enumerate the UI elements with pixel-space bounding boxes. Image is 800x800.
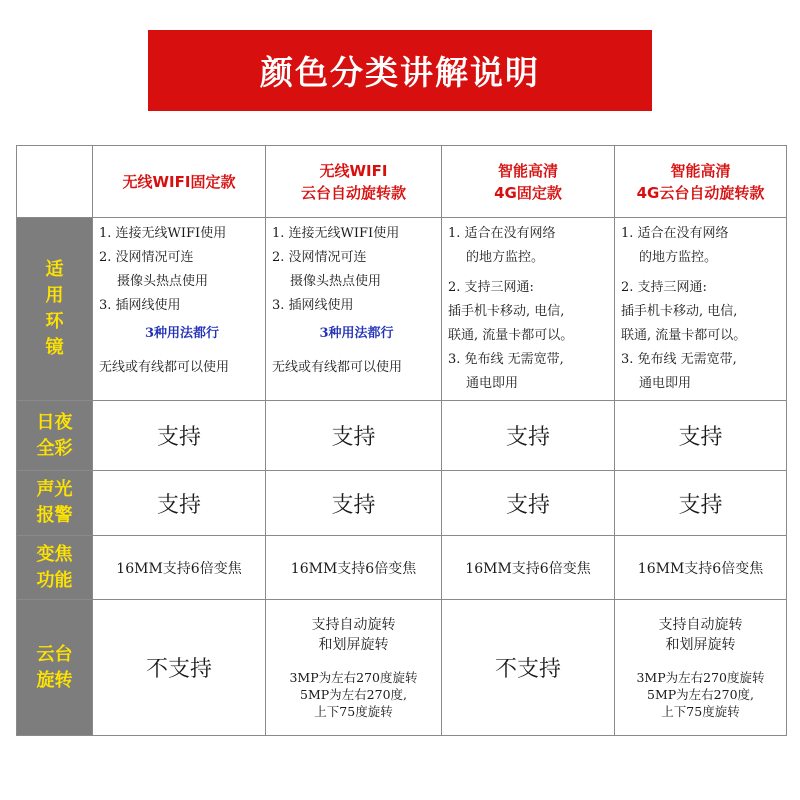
usage-note: 3种用法都行: [144, 326, 220, 341]
row-header-night-color: 日夜 全彩: [17, 401, 93, 471]
zoom-cell: 16MM支持6倍变焦: [442, 536, 615, 600]
zoom-cell: 16MM支持6倍变焦: [615, 536, 787, 600]
row-zoom: [17, 536, 787, 600]
row-environment: [17, 218, 787, 401]
column-header-4g-ptz: 智能高清 4G云台自动旋转款: [615, 146, 787, 218]
night-color-cell: 支持: [93, 401, 266, 471]
column-header-wifi-fixed: 无线WIFI固定款: [93, 146, 266, 218]
row-ptz-rotation: [17, 600, 787, 736]
ptz-cell-4g-ptz: 支持自动旋转 和划屏旋转 3MP为左右270度旋转 5MP为左右270度, 上下75度旋转: [615, 600, 787, 736]
alarm-cell: 支持: [615, 471, 787, 536]
environment-cell-4g-ptz: 1. 适合在没有网络 的地方监控。 2. 支持三网通: 插手机卡移动, 电信, 联通, 流量卡都可以。 3. 免布线 无需宽带, 通电即用: [615, 218, 787, 401]
zoom-cell: 16MM支持6倍变焦: [266, 536, 442, 600]
zoom-cell: 16MM支持6倍变焦: [93, 536, 266, 600]
ptz-cell-wifi-ptz: 支持自动旋转 和划屏旋转 3MP为左右270度旋转 5MP为左右270度, 上下75度旋转: [266, 600, 442, 736]
ptz-cell-wifi-fixed: 不支持: [93, 600, 266, 736]
row-alarm: [17, 471, 787, 536]
title-banner: [148, 30, 652, 111]
environment-cell-wifi-fixed: 1. 连接无线WIFI使用 2. 没网情况可连 摄像头热点使用 3. 插网线使用 3种用法都行 无线或有线都可以使用: [93, 218, 266, 401]
alarm-cell: 支持: [442, 471, 615, 536]
column-header-4g-fixed: 智能高清 4G固定款: [442, 146, 615, 218]
alarm-cell: 支持: [266, 471, 442, 536]
banner-title: 颜色分类讲解说明: [260, 53, 540, 92]
row-header-environment: 适 用 环 镜: [17, 218, 93, 401]
column-header-wifi-ptz: 无线WIFI 云台自动旋转款: [266, 146, 442, 218]
row-header-alarm: 声光 报警: [17, 471, 93, 536]
ptz-cell-4g-fixed: 不支持: [442, 600, 615, 736]
environment-cell-4g-fixed: 1. 适合在没有网络 的地方监控。 2. 支持三网通: 插手机卡移动, 电信, 联通, 流量卡都可以。 3. 免布线 无需宽带, 通电即用: [442, 218, 615, 401]
environment-cell-wifi-ptz: 1. 连接无线WIFI使用 2. 没网情况可连 摄像头热点使用 3. 插网线使用 3种用法都行 无线或有线都可以使用: [266, 218, 442, 401]
header-row: [17, 146, 787, 218]
row-header-zoom: 变焦 功能: [17, 536, 93, 600]
comparison-table: [16, 145, 787, 736]
night-color-cell: 支持: [615, 401, 787, 471]
row-night-color: [17, 401, 787, 471]
night-color-cell: 支持: [266, 401, 442, 471]
usage-note: 3种用法都行: [319, 326, 394, 341]
night-color-cell: 支持: [442, 401, 615, 471]
alarm-cell: 支持: [93, 471, 266, 536]
row-header-ptz-rotation: 云台 旋转: [17, 600, 93, 736]
corner-cell: [17, 146, 93, 218]
